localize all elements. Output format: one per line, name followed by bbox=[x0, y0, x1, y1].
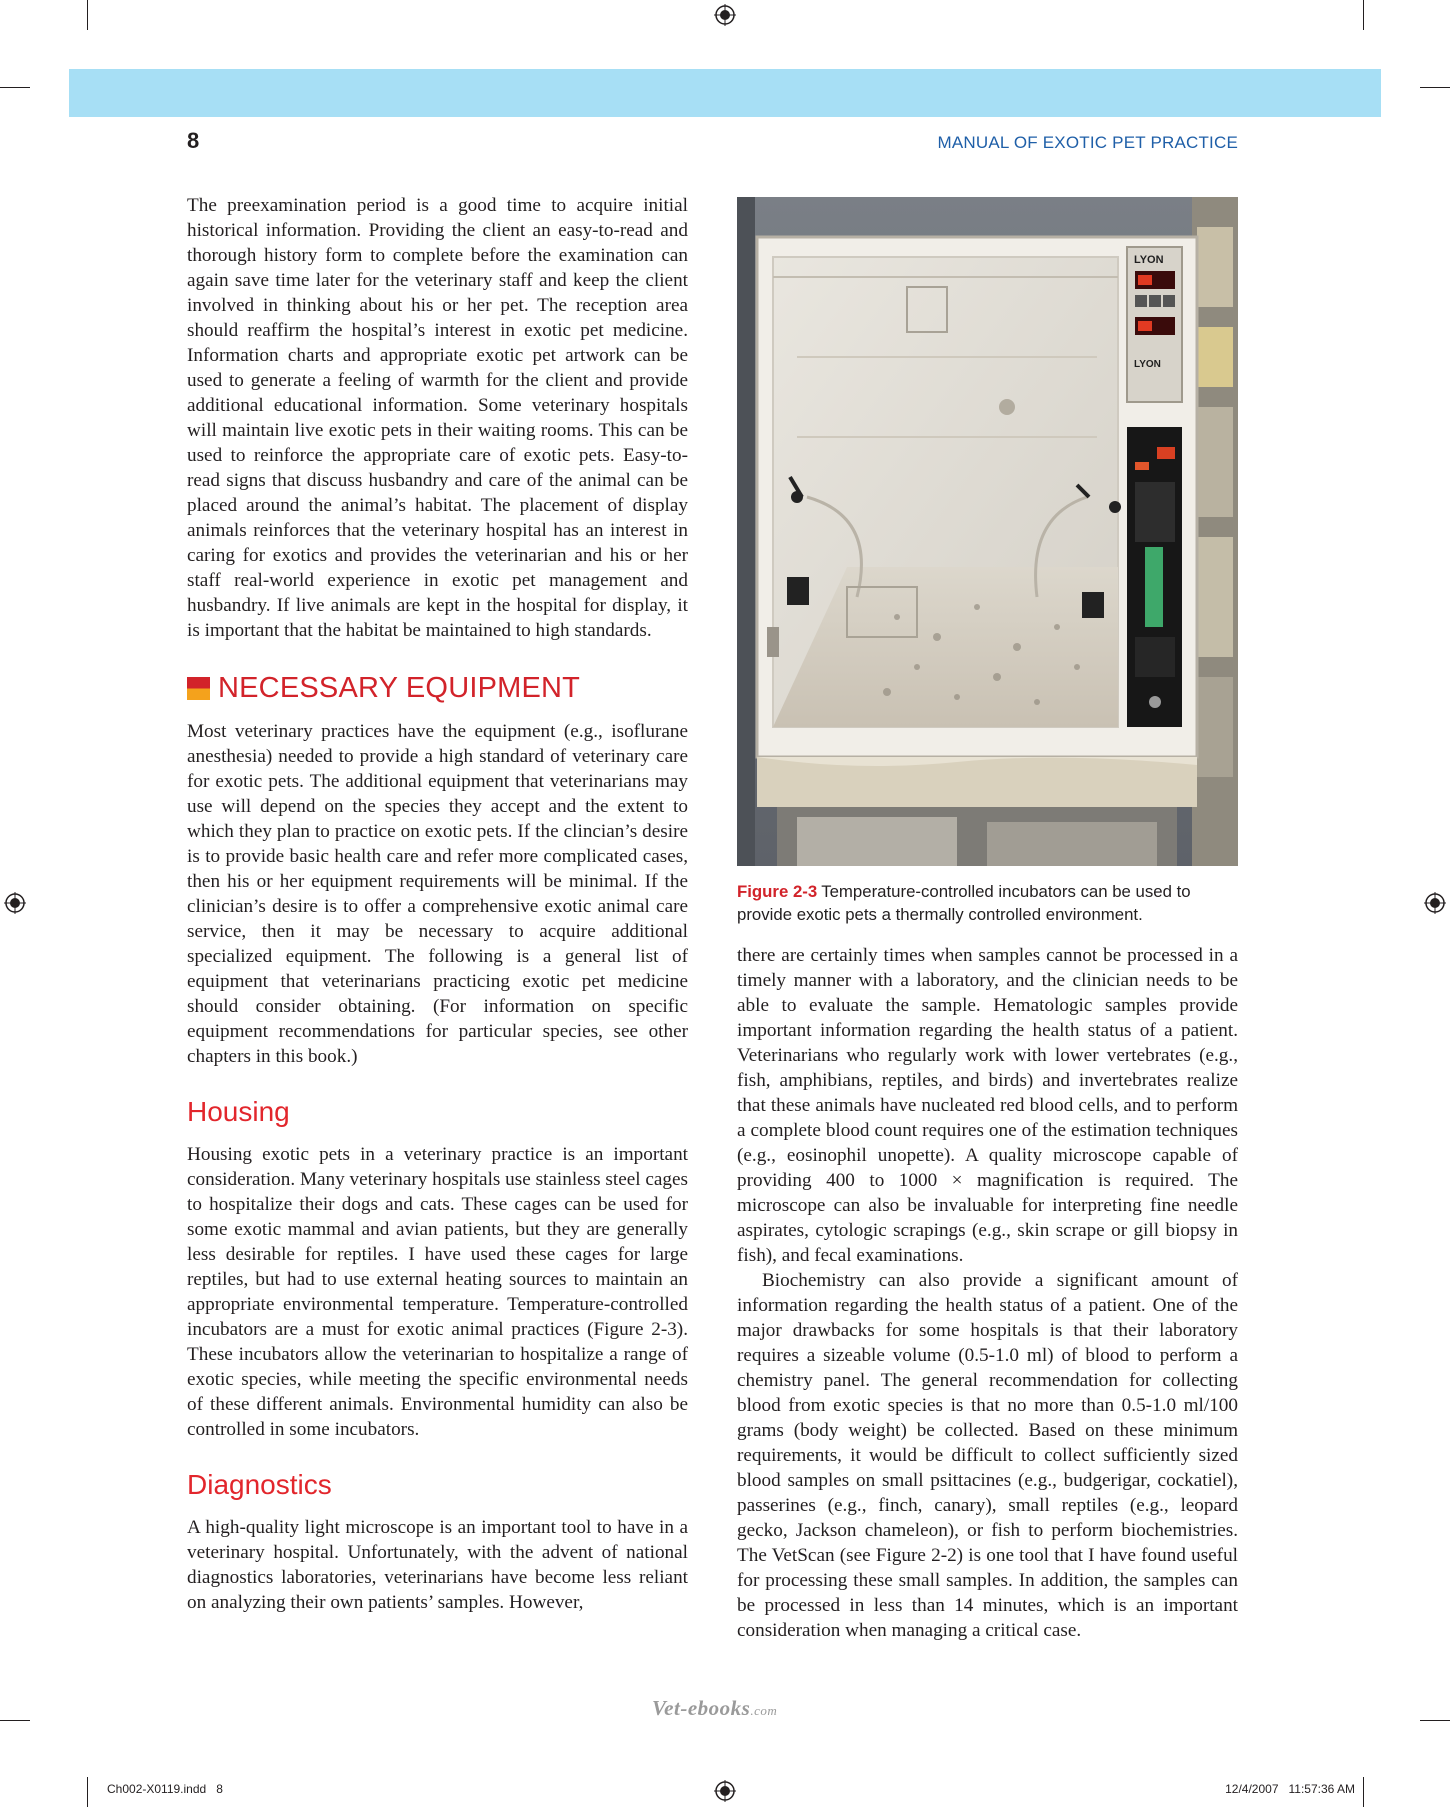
figure-caption-text: Temperature-controlled incubators can be used to provide exotic pets a thermally controlled environment. bbox=[737, 882, 1191, 924]
housing-heading: Housing bbox=[187, 1096, 290, 1127]
crop-mark bbox=[0, 87, 30, 88]
registration-mark-icon bbox=[714, 4, 736, 26]
figure-label: Figure 2-3 bbox=[737, 882, 818, 901]
slug-file: Ch002-X0119.indd 8 bbox=[107, 1782, 223, 1796]
incubator-illustration bbox=[737, 197, 1238, 866]
running-head: MANUAL OF EXOTIC PET PRACTICE bbox=[937, 133, 1238, 152]
right-paragraph-2: Biochemistry can also provide a significant amount of information regarding the health status of a patient. One of the major drawbacks for some hospitals is that their laboratory requires a sizeable volume (0.5-1.0 ml) of blood to perform a chemistry panel. The general recommendation for collecting blood from exotic species is that no more than 0.5-1.0 ml/100 grams (body weight) be collected. Based on these minimum requirements, it would be difficult to collect sufficiently sized blood samples on small psittacines (e.g., budgerigar, cockatiel), passerines (e.g., finch, canary), small reptiles (e.g., leopard gecko, Jackson chameleon), or fish to perform biochemistries. The VetScan (see Figure 2-2) is one tool that I have found useful for processing these small samples. In addition, the samples can be processed in less than 14 minutes, which is an important consideration when managing a critical case. bbox=[737, 1270, 1238, 1641]
registration-mark-icon bbox=[714, 1780, 736, 1802]
intro-paragraph: The preexamination period is a good time to acquire initial historical information. Providing the client an easy-to-read and thorough history form to complete before the examination can again save time later for the veterinary staff and keep the client involved in thinking about his or her pet. The reception area should reaffirm the hospital’s interest in exotic pet medicine. Information charts and appropriate exotic pet artwork can be used to generate a feeling of warmth for the client and provide additional educational information. Some veterinary hospitals will maintain live exotic pets in their waiting rooms. This can be used to reinforce the appropriate care of exotic pets. Easy-to-read signs that discuss husbandry and care of the animal can be placed around the animal’s habitat. The placement of display animals reinforces that the veterinary hospital has an interest in caring for exotics and provides the veterinarian and his or her staff real-world experience in exotic pet management and husbandry. If live animals are kept in the hospital for display, it is important that the habitat be maintained to high standards. bbox=[187, 195, 688, 641]
diagnostics-paragraph: A high-quality light microscope is an important tool to have in a veterinary hospital. Unfortunately, with the advent of national diagnostics laboratories, veterinarians have become less reliant on analyzing their own patients’ samples. However, bbox=[187, 1517, 688, 1613]
housing-paragraph: Housing exotic pets in a veterinary practice is an important consideration. Many veterinary hospitals use stainless steel cages to hospitalize their dogs and cats. These cages can be used for some exotic mammal and avian patients, but they are generally less desirable for reptiles. I have used these cages for large reptiles, but had to use external heating sources to maintain an appropriate environmental temperature. Temperature-controlled incubators are a must for exotic animal practices (Figure 2-3). These incubators allow the veterinarian to hospitalize a range of exotic species, while meeting the specific environmental needs of these different animals. Environmental humidity can also be controlled in some incubators. bbox=[187, 1144, 688, 1440]
registration-mark-icon bbox=[1424, 892, 1446, 914]
crop-mark bbox=[0, 1720, 30, 1721]
diagnostics-heading: Diagnostics bbox=[187, 1469, 332, 1500]
crop-mark bbox=[87, 0, 88, 30]
crop-mark bbox=[1420, 1720, 1450, 1721]
crop-mark bbox=[1363, 1777, 1364, 1807]
figure-caption bbox=[737, 880, 1238, 926]
equipment-paragraph: Most veterinary practices have the equipment (e.g., isoflurane anesthesia) needed to provide a high standard of veterinary care for exotic pets. The additional equipment that veterinarians may use will depend on the species they accept and the extent to which they plan to practice on exotic pets. If the clincian’s desire is to provide basic health care and refer more complicated cases, then his or her equipment requirements will be minimal. If the clinician’s desire is to offer a comprehensive exotic animal care service, then it may be necessary to acquire additional specialized equipment. The following is a general list of equipment that veterinarians practicing exotic pet medicine should consider obtaining. (For information on specific equipment recommendations for particular species, see other chapters in this book.) bbox=[187, 721, 688, 1067]
incubator-photo bbox=[737, 197, 1238, 866]
registration-mark-icon bbox=[4, 892, 26, 914]
section-marker-icon bbox=[187, 677, 210, 700]
panel-text: LYON bbox=[1134, 359, 1161, 370]
brand-text: LYON bbox=[1134, 254, 1164, 266]
crop-mark bbox=[1363, 0, 1364, 30]
left-column bbox=[187, 193, 688, 1615]
watermark-suffix: .com bbox=[750, 1703, 778, 1718]
header-band bbox=[69, 69, 1381, 117]
crop-mark bbox=[87, 1777, 88, 1807]
right-paragraph-1: there are certainly times when samples cannot be processed in a timely manner with a laboratory, and the clinician needs to be able to evaluate the sample. Hematologic samples provide important information regarding the health status of a patient. Veterinarians who regularly work with lower vertebrates (e.g., fish, amphibians, reptiles, and birds) and invertebrates realize that these animals have nucleated red blood cells, and to perform a complete blood count requires one of the estimation techniques (e.g., eosinophil unopette). A quality microscope capable of providing 400 to 1000 × magnification is required. The microscope can also be invaluable for interpreting fine needle aspirates, cytologic scrapings (e.g., skin scrape or gill biopsy in fish), and fecal examinations. bbox=[737, 945, 1238, 1266]
section-heading bbox=[187, 672, 688, 705]
slug-date: 12/4/2007 11:57:36 AM bbox=[1225, 1782, 1355, 1796]
right-column bbox=[737, 943, 1238, 1643]
watermark-text: Vet-ebooks bbox=[652, 1696, 751, 1720]
section-heading-text: NECESSARY EQUIPMENT bbox=[218, 672, 581, 704]
watermark bbox=[652, 1696, 777, 1721]
page-number: 8 bbox=[187, 128, 200, 153]
crop-mark bbox=[1420, 87, 1450, 88]
